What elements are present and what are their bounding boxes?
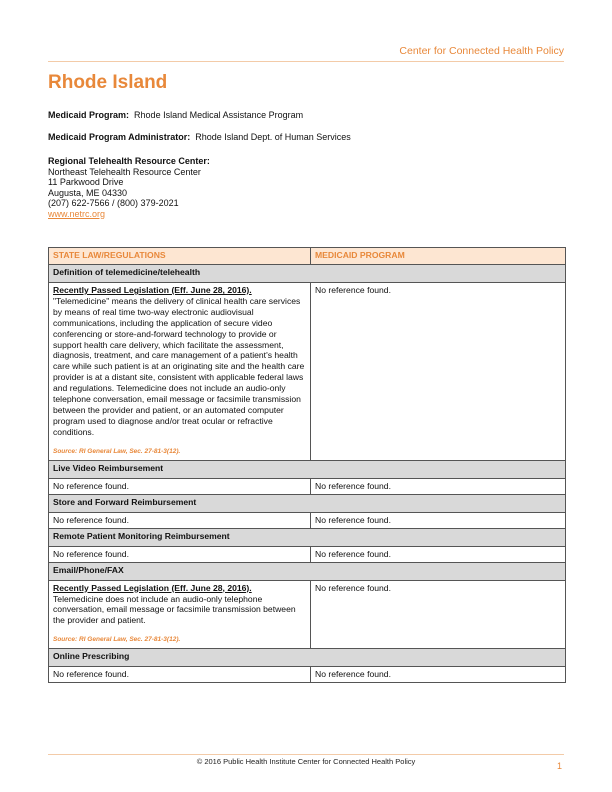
legislation-body: Telemedicine does not include an audio-only telephone conversation, email message or facsimile transmission between the provider and patient. — [53, 593, 296, 626]
legislation-heading: Recently Passed Legislation (Eff. June 28, 2016). — [53, 582, 252, 593]
section-row — [49, 494, 566, 512]
trc-name: Northeast Telehealth Resource Center — [48, 166, 201, 177]
section-title: Live Video Reimbursement — [49, 460, 566, 478]
medicaid-cell: No reference found. — [311, 667, 566, 683]
trc-label: Regional Telehealth Resource Center: — [48, 156, 210, 166]
table-row — [49, 478, 566, 494]
table-row — [49, 283, 566, 461]
section-title: Store and Forward Reimbursement — [49, 494, 566, 512]
medicaid-cell: No reference found. — [311, 478, 566, 494]
legislation-source: Source: RI General Law, Sec. 27-81-3(12). — [53, 447, 181, 455]
policy-table — [48, 247, 566, 683]
table-row — [49, 667, 566, 683]
legislation-body: "Telemedicine" means the delivery of clinical health care services by means of real time two-way electronic audiovisual communications, including the application of secure video conferencing or store-and-forward technology to provide or support health care delivery, which facilitate the assessment, diagnosis, treatment, and care management of a patient's health care while such patient is at an originating site and the health care provider is at a distant site, consistent with applicable federal laws and regulations. Telemedicine does not include an audio-only telephone conversation, email message or facsimile transmission between the provider and patient, or an automated computer program used to diagnose and/or treat ocular or refractive conditions. — [53, 295, 305, 437]
state-law-cell — [49, 283, 311, 461]
trc-block — [48, 156, 210, 219]
medicaid-cell: No reference found. — [311, 283, 566, 461]
legislation-heading: Recently Passed Legislation (Eff. June 28, 2016). — [53, 285, 252, 295]
medicaid-program-line — [48, 110, 303, 121]
medicaid-admin-value: Rhode Island Dept. of Human Services — [195, 132, 351, 142]
footer-divider — [48, 754, 564, 755]
state-law-cell: No reference found. — [49, 478, 311, 494]
header-medicaid: MEDICAID PROGRAM — [311, 248, 566, 265]
footer-copyright: © 2016 Public Health Institute Center for Connected Health Policy — [196, 757, 416, 766]
trc-city: Augusta, ME 04330 — [48, 187, 128, 198]
trc-website-link[interactable]: www.netrc.org — [48, 208, 106, 219]
table-row — [49, 580, 566, 649]
medicaid-program-value: Rhode Island Medical Assistance Program — [134, 110, 304, 120]
state-law-cell — [49, 580, 311, 649]
medicaid-cell: No reference found. — [311, 512, 566, 528]
section-row — [49, 265, 566, 283]
state-law-cell: No reference found. — [49, 667, 311, 683]
state-law-cell: No reference found. — [49, 512, 311, 528]
section-title: Email/Phone/FAX — [49, 562, 566, 580]
legislation-source: Source: RI General Law, Sec. 27-81-3(12). — [53, 636, 181, 644]
medicaid-admin-label: Medicaid Program Administrator: — [48, 132, 191, 142]
header-org-name: Center for Connected Health Policy — [399, 45, 564, 57]
table-row — [49, 512, 566, 528]
medicaid-cell: No reference found. — [311, 546, 566, 562]
section-title: Online Prescribing — [49, 649, 566, 667]
state-law-cell: No reference found. — [49, 546, 311, 562]
table-row — [49, 546, 566, 562]
header-state-law: STATE LAW/REGULATIONS — [49, 248, 311, 265]
page-number: 1 — [556, 761, 562, 771]
table-header-row — [49, 248, 566, 265]
header-divider — [48, 61, 564, 62]
trc-phone: (207) 622-7566 / (800) 379-2021 — [48, 198, 179, 208]
medicaid-admin-line — [48, 132, 351, 143]
page-title: Rhode Island — [48, 72, 168, 93]
section-title: Definition of telemedicine/telehealth — [49, 265, 566, 283]
section-row — [49, 460, 566, 478]
section-row — [49, 528, 566, 546]
medicaid-cell: No reference found. — [311, 580, 566, 649]
section-title: Remote Patient Monitoring Reimbursement — [49, 528, 566, 546]
trc-street: 11 Parkwood Drive — [48, 177, 124, 187]
section-row — [49, 649, 566, 667]
section-row — [49, 562, 566, 580]
medicaid-program-label: Medicaid Program: — [48, 110, 130, 120]
